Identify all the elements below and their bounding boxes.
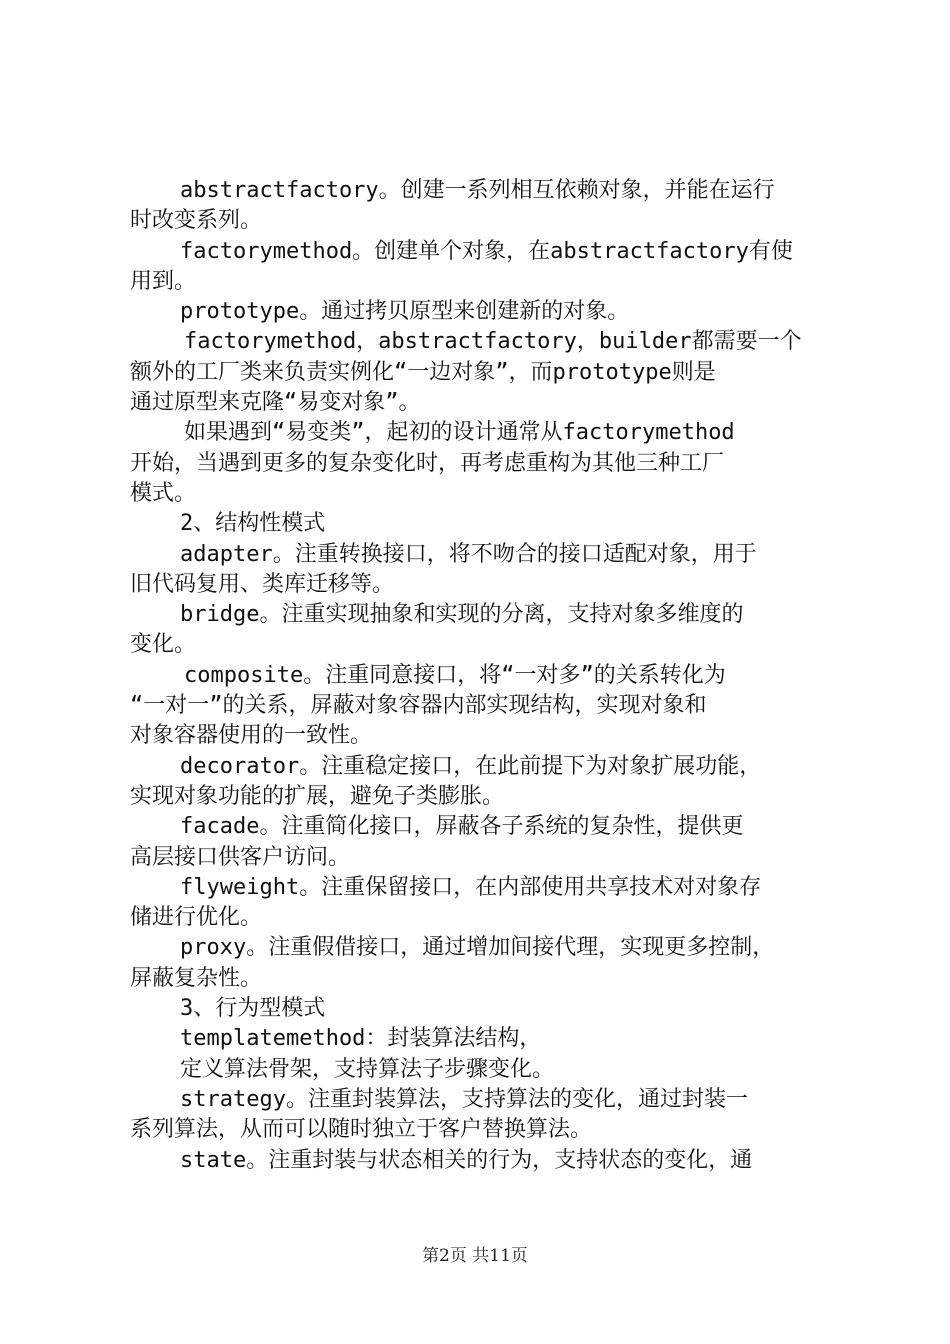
document-body: [130, 176, 832, 1176]
text-line: factorymethod。创建单个对象，在abstractfactory有使: [180, 238, 793, 264]
text-line: templatemethod：封装算法结构，: [180, 1026, 542, 1052]
text-line: 对象容器使用的一致性。: [130, 723, 373, 749]
text-line: 高层接口供客户访问。: [130, 844, 351, 870]
text-line: 3、行为型模式: [180, 996, 326, 1022]
text-line: 定义算法骨架，支持算法子步骤变化。: [180, 1056, 555, 1082]
text-line: 实现对象功能的扩展，避免子类膨胀。: [130, 783, 505, 809]
text-line: bridge。注重实现抽象和实现的分离，支持对象多维度的: [180, 602, 744, 628]
text-line: 旧代码复用、类库迁移等。: [130, 571, 395, 597]
text-line: 如果遇到“易变类”，起初的设计通常从factorymethod: [184, 420, 735, 446]
text-line: 变化。: [130, 632, 197, 658]
text-line: factorymethod，abstractfactory，builder都需要一个: [184, 329, 802, 355]
text-line: 模式。: [130, 480, 197, 506]
text-line: proxy。注重假借接口，通过增加间接代理，实现更多控制，: [180, 935, 775, 961]
page-footer: 第2页 共11页: [422, 1246, 528, 1266]
text-line: 系列算法，从而可以随时独立于客户替换算法。: [130, 1117, 593, 1143]
text-line: prototype。通过拷贝原型来创建新的对象。: [180, 299, 630, 325]
text-line: 屏蔽复杂性。: [130, 965, 263, 991]
text-line: facade。注重简化接口，屏蔽各子系统的复杂性，提供更: [180, 814, 744, 840]
text-line: flyweight。注重保留接口，在内部使用共享技术对对象存: [180, 874, 762, 900]
text-line: 通过原型来克隆“易变对象”。: [130, 390, 421, 416]
text-line: 储进行优化。: [130, 905, 263, 931]
text-line: 用到。: [130, 268, 197, 294]
text-line: 时改变系列。: [130, 208, 263, 234]
text-line: state。注重封装与状态相关的行为，支持状态的变化，通: [180, 1147, 753, 1173]
text-line: “一对一”的关系，屏蔽对象容器内部实现结构，实现对象和: [130, 693, 707, 719]
text-line: composite。注重同意接口，将“一对多”的关系转化为: [184, 662, 726, 688]
text-line: 额外的工厂类来负责实例化“一边对象”，而prototype则是: [130, 359, 716, 385]
text-line: adapter。注重转换接口，将不吻合的接口适配对象，用于: [180, 541, 757, 567]
text-line: strategy。注重封装算法，支持算法的变化，通过封装一: [180, 1086, 748, 1112]
text-line: decorator。注重稳定接口，在此前提下为对象扩展功能，: [180, 753, 762, 779]
text-line: 开始，当遇到更多的复杂变化时，再考虑重构为其他三种工厂: [130, 450, 725, 476]
text-line: 2、结构性模式: [180, 511, 326, 537]
text-line: abstractfactory。创建一系列相互依赖对象，并能在运行: [180, 178, 775, 203]
